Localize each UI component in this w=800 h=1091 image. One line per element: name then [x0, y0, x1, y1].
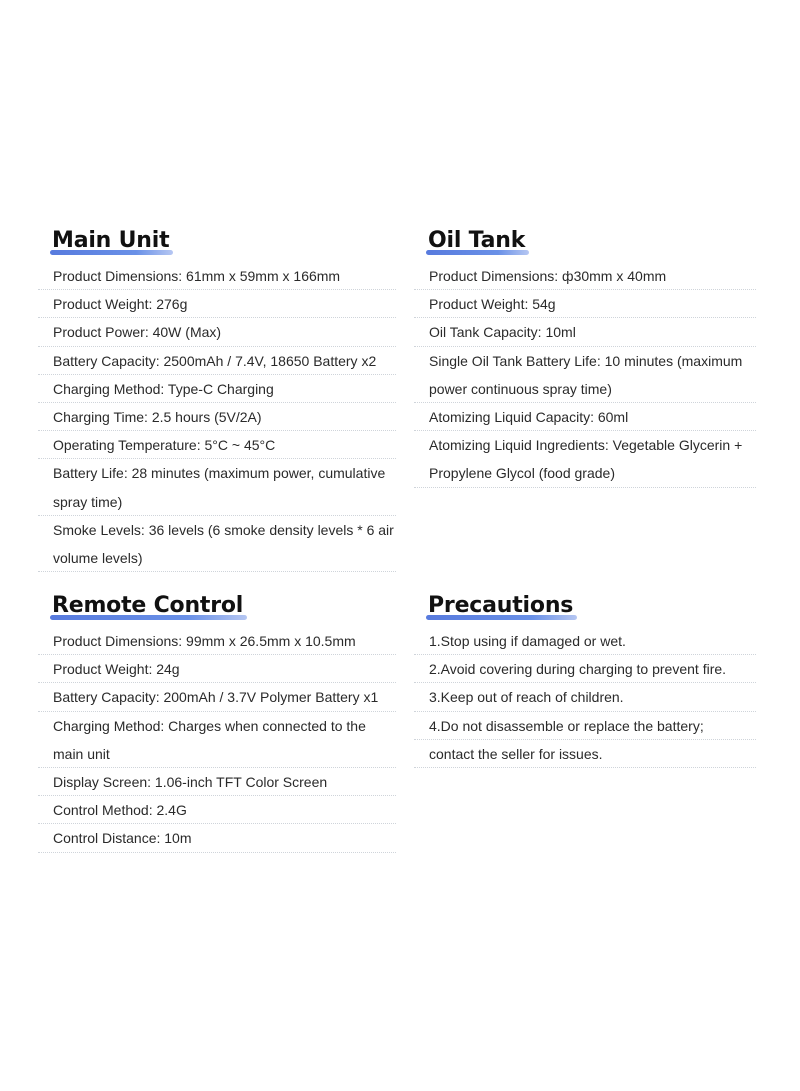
- oil-tank-section: [414, 226, 756, 488]
- spec-row: Product Dimensions: 99mm x 26.5mm x 10.5mm: [38, 627, 396, 655]
- precaution-row: 3.Keep out of reach of children.: [414, 683, 756, 711]
- precaution-row: 1.Stop using if damaged or wet.: [414, 627, 756, 655]
- precaution-row-continued: contact the seller for issues.: [414, 740, 756, 768]
- spec-row: Product Weight: 24g: [38, 655, 396, 683]
- spec-row-continued: spray time): [38, 488, 396, 516]
- spec-row: Battery Capacity: 200mAh / 3.7V Polymer Battery x1: [38, 683, 396, 711]
- spec-row-continued: volume levels): [38, 544, 396, 572]
- main-unit-section: [38, 226, 396, 572]
- spec-row: Atomizing Liquid Capacity: 60ml: [414, 403, 756, 431]
- spec-row: Operating Temperature: 5°C ~ 45°C: [38, 431, 396, 459]
- spec-row: Battery Capacity: 2500mAh / 7.4V, 18650 Battery x2: [38, 347, 396, 375]
- precaution-row: 2.Avoid covering during charging to prevent fire.: [414, 655, 756, 683]
- spec-row: Product Dimensions: 61mm x 59mm x 166mm: [38, 262, 396, 290]
- spec-row: Single Oil Tank Battery Life: 10 minutes (maximum: [429, 352, 743, 369]
- spec-row: Product Weight: 54g: [414, 290, 756, 318]
- main-unit-heading: Main Unit: [52, 226, 169, 256]
- spec-row: Product Power: 40W (Max): [38, 318, 396, 346]
- spec-row: Product Dimensions: ф30mm x 40mm: [414, 262, 756, 290]
- precautions-section: [414, 591, 756, 768]
- spec-row: Charging Time: 2.5 hours (5V/2A): [38, 403, 396, 431]
- spec-row: Battery Life: 28 minutes (maximum power, cumulative: [53, 465, 386, 482]
- spec-row: Control Method: 2.4G: [38, 796, 396, 824]
- spec-row-continued: power continuous spray time): [414, 375, 756, 403]
- spec-row: Display Screen: 1.06-inch TFT Color Screen: [38, 768, 396, 796]
- precaution-row: 4.Do not disassemble or replace the battery;: [414, 712, 756, 740]
- oil-tank-heading: Oil Tank: [428, 226, 525, 256]
- spec-row-continued: main unit: [38, 740, 396, 768]
- spec-row: Product Weight: 276g: [38, 290, 396, 318]
- spec-row: Charging Method: Charges when connected to the: [53, 717, 366, 734]
- remote-control-section: [38, 591, 396, 853]
- spec-row-continued: Propylene Glycol (food grade): [414, 459, 756, 487]
- spec-row: Smoke Levels: 36 levels (6 smoke density levels * 6 air: [53, 521, 394, 538]
- spec-row: Control Distance: 10m: [38, 824, 396, 852]
- spec-row: Charging Method: Type-C Charging: [38, 375, 396, 403]
- precautions-heading: Precautions: [428, 591, 573, 621]
- spec-row: Oil Tank Capacity: 10ml: [414, 318, 756, 346]
- remote-control-heading: Remote Control: [52, 591, 243, 621]
- spec-row: Atomizing Liquid Ingredients: Vegetable Glycerin +: [429, 437, 743, 454]
